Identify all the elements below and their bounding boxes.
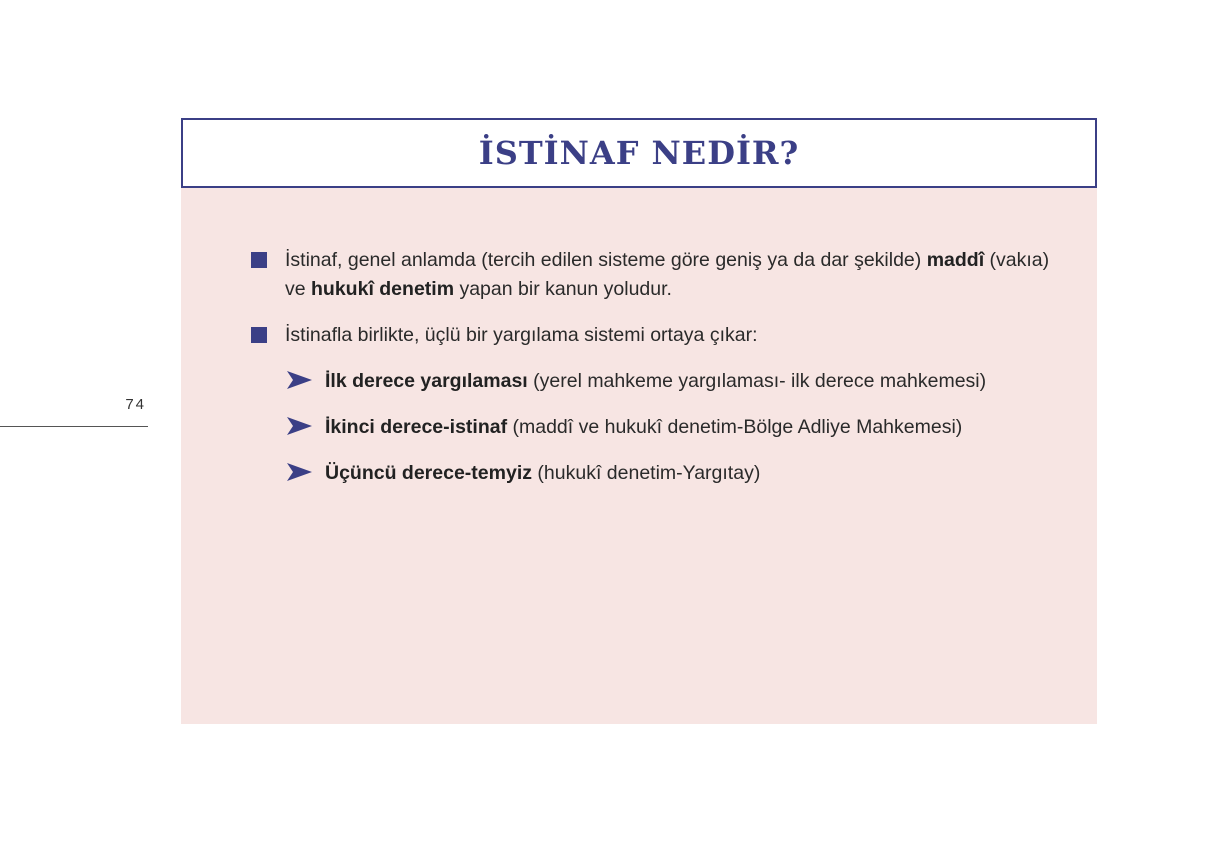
sub-item-bold-label: Üçüncü derece-temyiz [325,462,532,484]
sub-item-text: (maddî ve hukukî denetim-Bölge Adliye Mahkemesi) [507,416,963,438]
bullet-text-segment: İstinaf, genel anlamda (tercih edilen sisteme göre geniş ya da dar şekilde) [285,249,927,271]
sub-item-bold-label: İlk derece yargılaması [325,370,528,392]
bullet-item [251,321,1051,350]
slide-title: İSTİNAF NEDİR? [478,134,800,172]
bullet-text: İstinafla birlikte, üçlü bir yargılama sistemi ortaya çıkar: [285,324,758,346]
sub-list-item [285,367,1051,396]
sub-list-item [285,413,1051,442]
bullet-bold-term: maddî [926,249,985,271]
bullet-text-segment: (vakıa) ve [285,249,1050,300]
title-box [181,118,1097,188]
slide-panel [181,118,1097,724]
bullet-text [285,249,1049,300]
arrow-bullet-icon [285,414,313,438]
sub-item-text: (hukukî denetim-Yargıtay) [532,462,761,484]
page-number: 74 [125,396,146,413]
square-bullet-icon [251,252,267,268]
page-number-rule [0,426,148,427]
slide-content [251,246,1051,505]
sub-item-bold-label: İkinci derece-istinaf [325,416,508,438]
square-bullet-icon [251,327,267,343]
bullet-bold-term: hukukî denetim [311,278,455,300]
bullet-item [251,246,1051,304]
arrow-bullet-icon [285,368,313,392]
sub-list [285,367,1051,488]
sub-list-item [285,459,1051,488]
arrow-bullet-icon [285,460,313,484]
bullet-text-segment: yapan bir kanun yoludur. [454,278,672,300]
sub-item-text: (yerel mahkeme yargılaması- ilk derece mahkemesi) [527,370,987,392]
